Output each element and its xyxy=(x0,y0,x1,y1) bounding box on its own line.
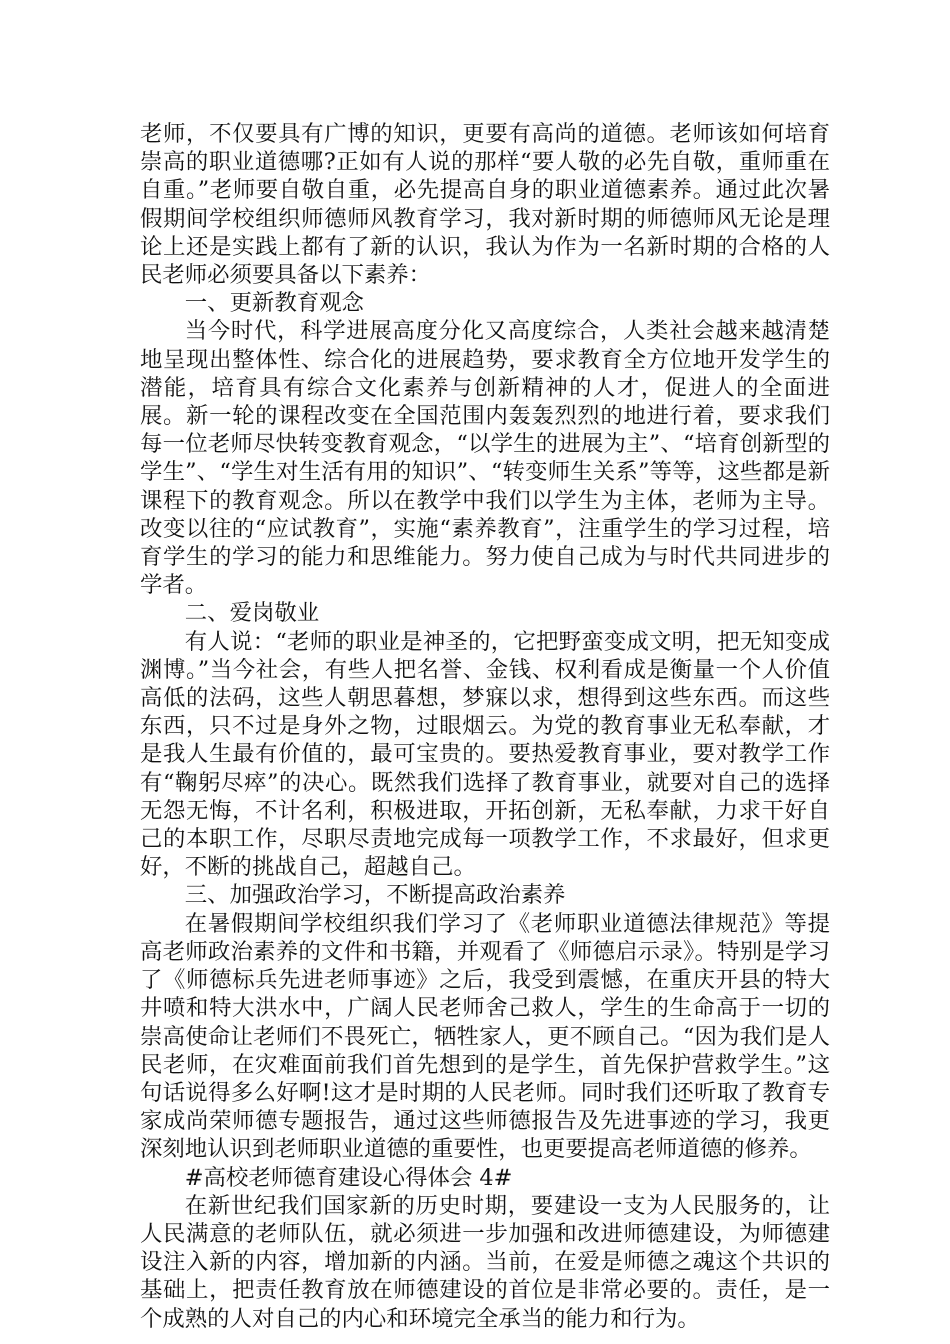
section-heading-1: 一、更新教育观念 xyxy=(184,290,364,317)
section-1-paragraph: 当今时代，科学进展高度分化又高度综合，人类社会越来越清楚地呈现出整体性、综合化的进展趋势，要求教育全方位地开发学生的潜能，培育具有综合文化素养与创新精神的人才，促进人的全面进展。新一轮的课程改变在全国范围内轰轰烈烈的地进行着，要求我们每一位老师尽快转变教育观念，“以学生的进展为主”、“培育创新型的学生”、“学生对生活有用的知识”、“转变师生关系”等等，这些都是新课程下的教育观念。所以在教学中我们以学生为主体，老师为主导。改变以往的“应试教育”，实施“素养教育”，注重学生的学习过程，培育学生的学习的能力和思维能力。努力使自己成为与时代共同进步的学者。 xyxy=(140,318,830,599)
section-3-paragraph: 在暑假期间学校组织我们学习了《老师职业道德法律规范》等提高老师政治素养的文件和书籍，并观看了《师德启示录》。特别是学习了《师德标兵先进老师事迹》之后，我受到震憾，在重庆开县的特大井喷和特大洪水中，广阔人民老师舍己救人，学生的生命高于一切的崇高使命让老师们不畏死亡，牺牲家人，更不顾自己。“因为我们是人民老师，在灾难面前我们首先想到的是学生，首先保护营救学生。”这句话说得多么好啊!这才是时期的人民老师。同时我们还听取了教育专家成尚荣师德专题报告，通过这些师德报告及先进事迹的学习，我更深刻地认识到老师职业道德的重要性，也更要提高老师道德的修养。 xyxy=(140,910,830,1163)
intro-paragraph: 老师，不仅要具有广博的知识，更要有高尚的道德。老师该如何培育崇高的职业道德哪?正如有人说的那样“要人敬的必先自敬，重师重在自重。”老师要自敬自重，必先提高自身的职业道德素养。通过此次暑假期间学校组织师德师风教育学习，我对新时期的师德师风无论是理论上还是实践上都有了新的认识，我认为作为一名新时期的合格的人民老师必须要具备以下素养： xyxy=(140,121,830,289)
document-page xyxy=(140,120,830,1333)
article-heading-4: #高校老师德育建设心得体会 4# xyxy=(184,1164,513,1191)
section-2-paragraph: 有人说：“老师的职业是神圣的，它把野蛮变成文明，把无知变成渊博。”当今社会，有些人把名誉、金钱、权利看成是衡量一个人价值高低的法码，这些人朝思暮想，梦寐以求，想得到这些东西。而这些东西，只不过是身外之物，过眼烟云。为党的教育事业无私奉献，才是我人生最有价值的，最可宝贵的。要热爱教育事业，要对教学工作有“鞠躬尽瘁”的决心。既然我们选择了教育事业，就要对自己的选择无怨无悔，不计名利，积极进取，开拓创新，无私奉献，力求干好自己的本职工作，尽职尽责地完成每一项教学工作，不求最好，但求更好，不断的挑战自己，超越自己。 xyxy=(140,628,830,881)
section-heading-3: 三、加强政治学习，不断提高政治素养 xyxy=(184,882,566,909)
section-heading-2: 二、爱岗敬业 xyxy=(184,600,320,627)
article-4-paragraph: 在新世纪我们国家新的历史时期，要建设一支为人民服务的，让人民满意的老师队伍，就必须进一步加强和改进师德建设，为师德建设注入新的内容，增加新的内涵。当前，在爱是师德之魂这个共识的基础上，把责任教育放在师德建设的首位是非常必要的。责任，是一个成熟的人对自己的内心和环境完全承当的能力和行为。 xyxy=(140,1192,830,1332)
